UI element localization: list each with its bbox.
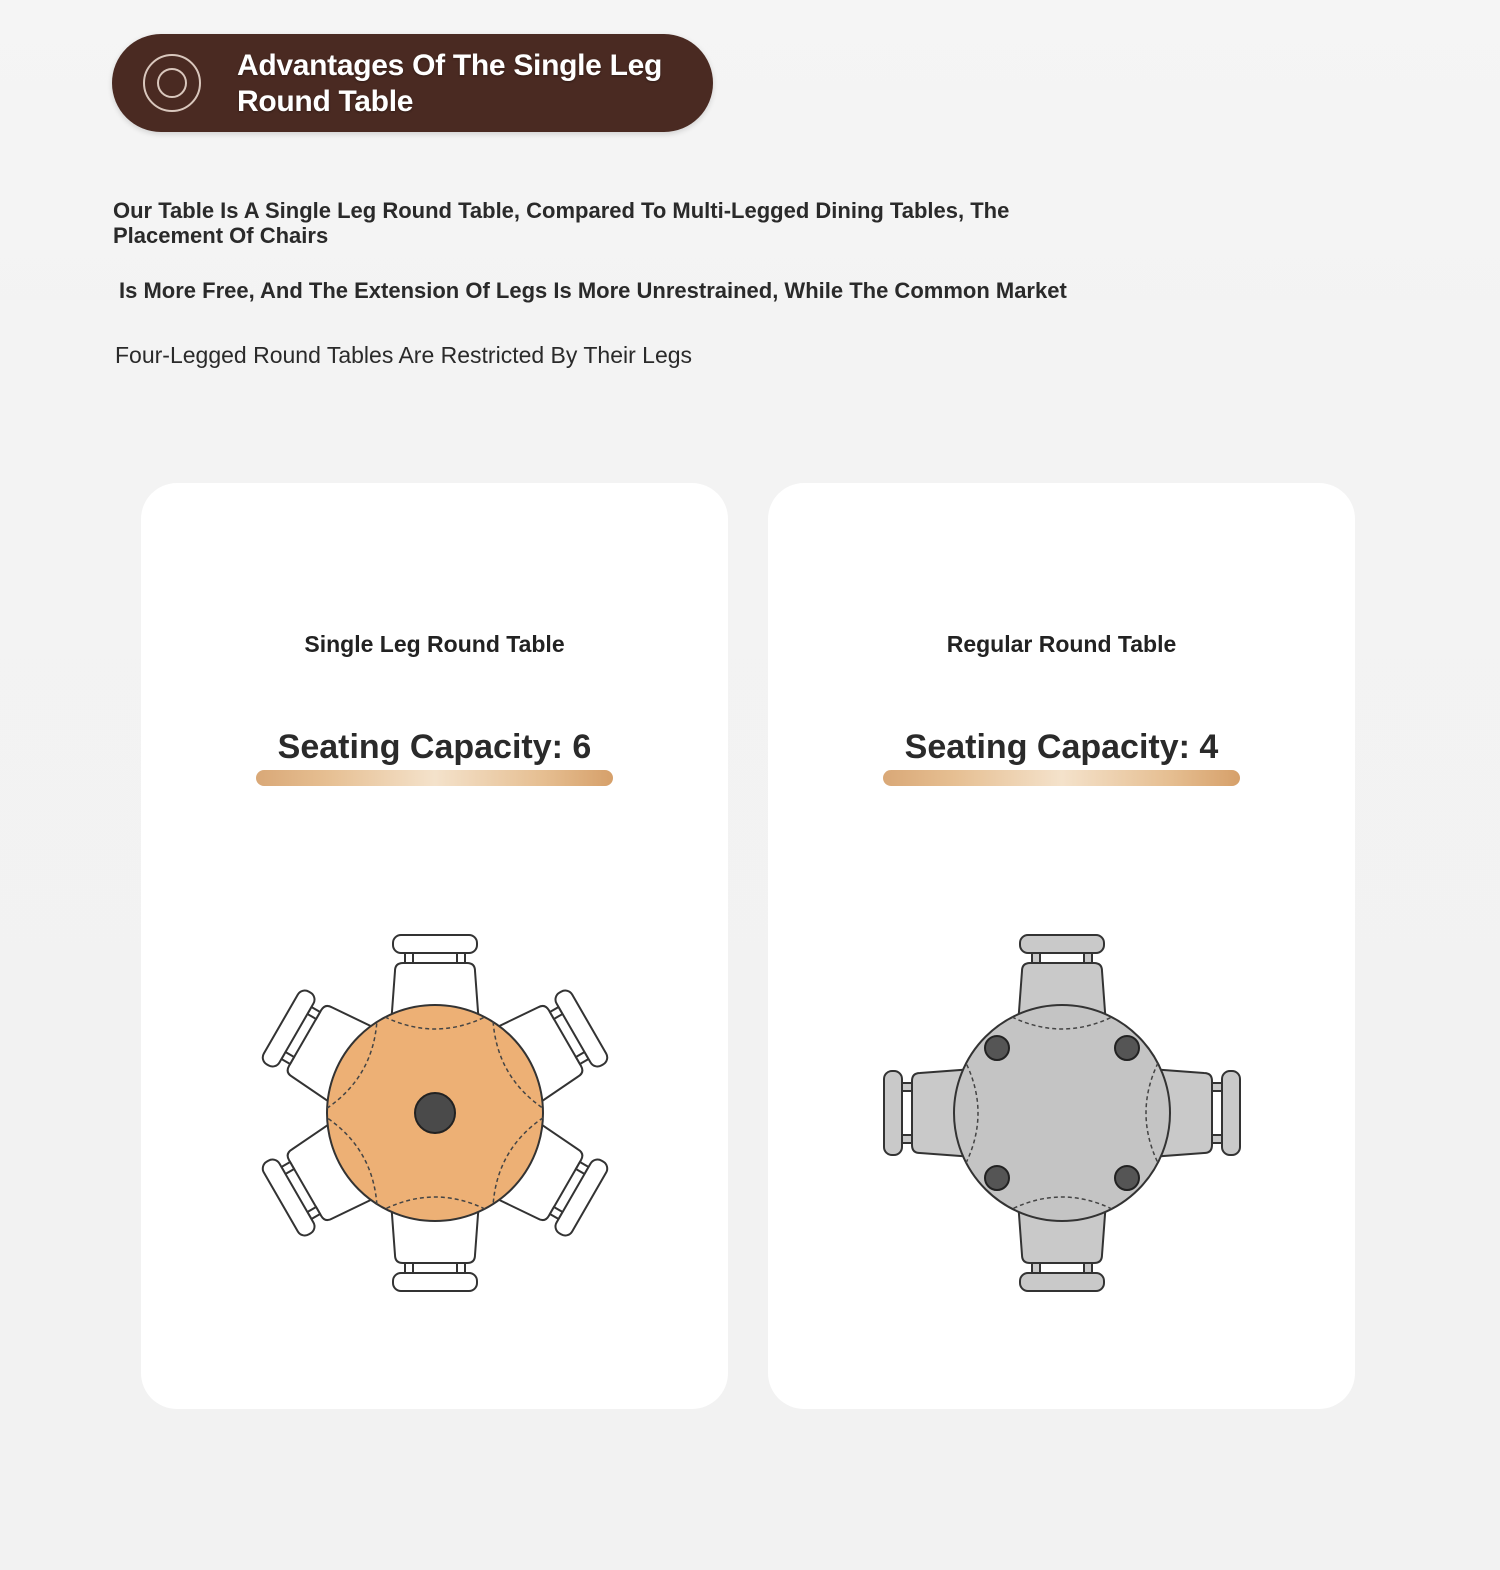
seating-capacity-label: Seating Capacity: 4 [904, 728, 1219, 766]
gold-underline [256, 770, 613, 786]
intro-line-3: Four-Legged Round Tables Are Restricted By Their Legs [115, 342, 693, 368]
regular-table-card [768, 483, 1355, 1409]
regular-table-diagram [872, 923, 1252, 1303]
table-legs [415, 1093, 455, 1133]
table-top [954, 1005, 1170, 1221]
table-leg [415, 1093, 455, 1133]
table-leg [1115, 1036, 1139, 1060]
table-leg [1115, 1166, 1139, 1190]
header-banner [112, 34, 713, 132]
card-title: Regular Round Table [946, 631, 1177, 657]
gold-underline [883, 770, 1240, 786]
intro-line-1: Our Table Is A Single Leg Round Table, Compared To Multi-Legged Dining Tables, The Placement Of Chairs [113, 198, 1010, 248]
page-title: Advantages Of The Single Leg Round Table [237, 49, 663, 118]
card-title: Single Leg Round Table [304, 631, 565, 657]
seating-capacity-label: Seating Capacity: 6 [277, 728, 592, 766]
intro-line-2: Is More Free, And The Extension Of Legs Is More Unrestrained, While The Common Market [119, 278, 1067, 303]
concentric-circle-icon [142, 53, 202, 113]
single-leg-table-diagram [245, 923, 625, 1303]
single-leg-table-card [141, 483, 728, 1409]
table-leg [985, 1036, 1009, 1060]
table-leg [985, 1166, 1009, 1190]
